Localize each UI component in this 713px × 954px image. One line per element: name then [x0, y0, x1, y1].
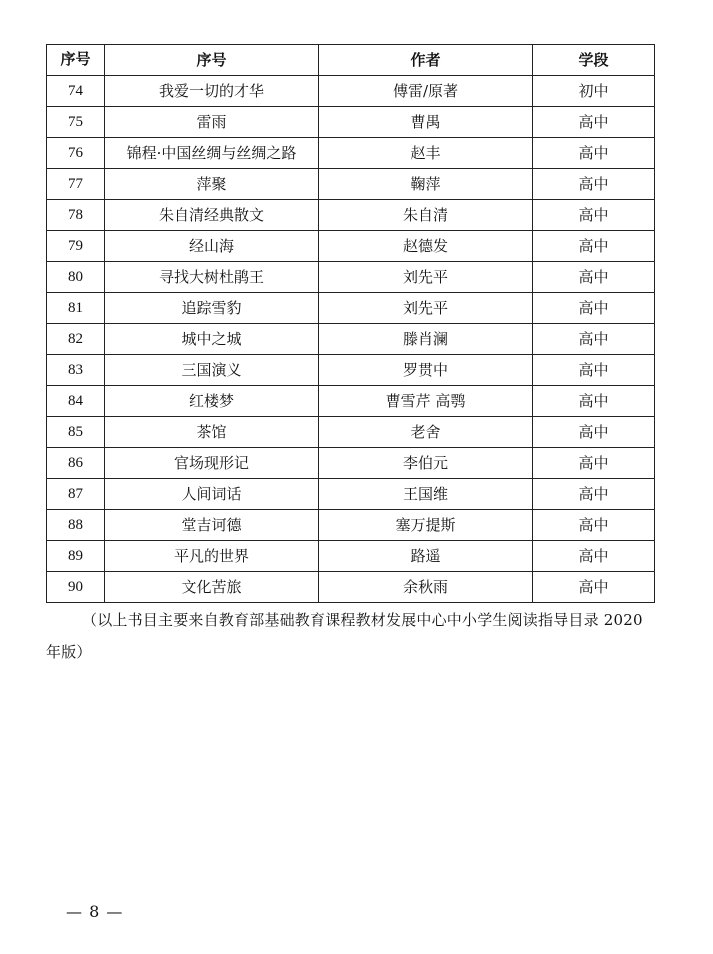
cell-author: 余秋雨	[319, 572, 533, 603]
header-author: 作者	[319, 45, 533, 76]
header-title: 序号	[105, 45, 319, 76]
table-header-row	[47, 45, 655, 76]
cell-author: 刘先平	[319, 293, 533, 324]
table-row	[47, 293, 655, 324]
cell-title: 我爱一切的才华	[105, 76, 319, 107]
table-row	[47, 169, 655, 200]
cell-number: 77	[47, 169, 105, 200]
cell-level: 高中	[533, 417, 655, 448]
cell-title: 追踪雪豹	[105, 293, 319, 324]
cell-author: 塞万提斯	[319, 510, 533, 541]
cell-author: 刘先平	[319, 262, 533, 293]
cell-number: 86	[47, 448, 105, 479]
cell-level: 高中	[533, 448, 655, 479]
cell-level: 高中	[533, 572, 655, 603]
source-note: （以上书目主要来自教育部基础教育课程教材发展中心中小学生阅读指导目录 2020 年版）	[46, 611, 643, 661]
cell-title: 锦程·中国丝绸与丝绸之路	[105, 138, 319, 169]
cell-level: 高中	[533, 293, 655, 324]
cell-number: 90	[47, 572, 105, 603]
table-row	[47, 355, 655, 386]
cell-level: 高中	[533, 479, 655, 510]
cell-title: 人间词话	[105, 479, 319, 510]
cell-number: 78	[47, 200, 105, 231]
cell-title: 三国演义	[105, 355, 319, 386]
cell-number: 87	[47, 479, 105, 510]
cell-title: 红楼梦	[105, 386, 319, 417]
table-row	[47, 479, 655, 510]
table-row	[47, 107, 655, 138]
cell-level: 高中	[533, 262, 655, 293]
cell-author: 王国维	[319, 479, 533, 510]
cell-author: 赵丰	[319, 138, 533, 169]
cell-author: 鞠萍	[319, 169, 533, 200]
cell-author: 曹雪芹 高鹗	[319, 386, 533, 417]
cell-title: 萍聚	[105, 169, 319, 200]
cell-number: 83	[47, 355, 105, 386]
cell-author: 傅雷/原著	[319, 76, 533, 107]
cell-title: 茶馆	[105, 417, 319, 448]
table-row	[47, 324, 655, 355]
cell-number: 82	[47, 324, 105, 355]
cell-level: 高中	[533, 541, 655, 572]
cell-title: 堂吉诃德	[105, 510, 319, 541]
cell-number: 80	[47, 262, 105, 293]
table-row	[47, 386, 655, 417]
cell-number: 76	[47, 138, 105, 169]
cell-level: 高中	[533, 169, 655, 200]
table-row	[47, 76, 655, 107]
cell-level: 高中	[533, 231, 655, 262]
cell-number: 89	[47, 541, 105, 572]
cell-author: 滕肖澜	[319, 324, 533, 355]
cell-level: 高中	[533, 200, 655, 231]
cell-level: 高中	[533, 386, 655, 417]
cell-title: 经山海	[105, 231, 319, 262]
cell-author: 路遥	[319, 541, 533, 572]
cell-level: 高中	[533, 107, 655, 138]
cell-number: 88	[47, 510, 105, 541]
cell-level: 高中	[533, 324, 655, 355]
table-row	[47, 231, 655, 262]
cell-number: 81	[47, 293, 105, 324]
cell-author: 朱自清	[319, 200, 533, 231]
table-row	[47, 200, 655, 231]
cell-number: 85	[47, 417, 105, 448]
table-row	[47, 448, 655, 479]
table-row	[47, 417, 655, 448]
cell-title: 文化苦旅	[105, 572, 319, 603]
cell-author: 赵德发	[319, 231, 533, 262]
cell-title: 雷雨	[105, 107, 319, 138]
book-list-table	[46, 44, 655, 603]
table-row	[47, 138, 655, 169]
header-number: 序号	[47, 45, 105, 76]
cell-level: 初中	[533, 76, 655, 107]
table-row	[47, 572, 655, 603]
cell-title: 城中之城	[105, 324, 319, 355]
cell-level: 高中	[533, 138, 655, 169]
cell-number: 74	[47, 76, 105, 107]
cell-author: 曹禺	[319, 107, 533, 138]
cell-title: 平凡的世界	[105, 541, 319, 572]
cell-title: 官场现形记	[105, 448, 319, 479]
cell-number: 75	[47, 107, 105, 138]
cell-author: 罗贯中	[319, 355, 533, 386]
cell-author: 李伯元	[319, 448, 533, 479]
header-level: 学段	[533, 45, 655, 76]
cell-title: 寻找大树杜鹃王	[105, 262, 319, 293]
table-row	[47, 262, 655, 293]
cell-number: 79	[47, 231, 105, 262]
cell-level: 高中	[533, 510, 655, 541]
table-body	[47, 76, 655, 603]
cell-author: 老舍	[319, 417, 533, 448]
table-row	[47, 510, 655, 541]
page-number: — 8 —	[66, 902, 124, 921]
cell-level: 高中	[533, 355, 655, 386]
cell-title: 朱自清经典散文	[105, 200, 319, 231]
cell-number: 84	[47, 386, 105, 417]
table-row	[47, 541, 655, 572]
